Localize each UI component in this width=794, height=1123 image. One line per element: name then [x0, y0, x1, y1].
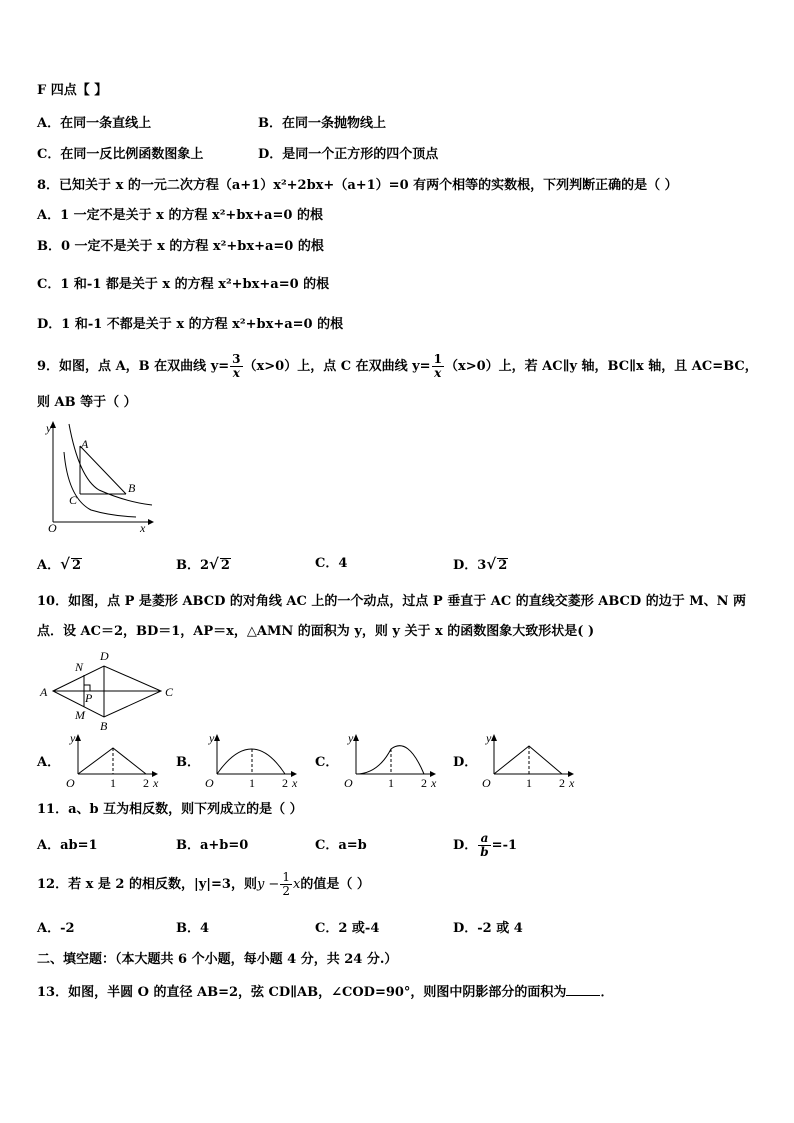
q12-option-b: B．4 — [176, 921, 210, 936]
graph-d-label-x: x — [569, 776, 575, 790]
q9-option-a — [37, 556, 82, 574]
graph-d-y-arrow-icon — [491, 734, 497, 741]
q11-frac-num: a — [478, 832, 490, 846]
q9-label-o: O — [48, 521, 57, 533]
q9-option-b — [176, 556, 231, 574]
q10-option-a: A． — [37, 755, 61, 770]
q11-stem: 11．a、b 互为相反数，则下列成立的是（ ） — [37, 802, 303, 817]
graph-b-y-arrow-icon — [214, 734, 220, 741]
q9-fraction-3-over-x — [230, 353, 242, 380]
q12-expr-pre: y − — [256, 877, 280, 892]
q13-stem-text: 13．如图，半圆 O 的直径 AB=2，弦 CD∥AB，∠COD=90°，则图中阴影部分的面积为 — [37, 985, 567, 1000]
q9-option-b-letter: B．2 — [176, 558, 210, 573]
q10-option-c: C． — [315, 755, 339, 770]
graph-c-label-y: y — [348, 731, 354, 745]
q9-label-x: x — [140, 521, 146, 533]
q10-rhombus-figure — [36, 646, 186, 732]
graph-d-curve — [494, 746, 562, 774]
graph-d-tick-1: 1 — [526, 776, 532, 790]
q10-label-m: M — [75, 708, 85, 722]
graph-a-y-arrow-icon — [75, 734, 81, 741]
q7-option-d: D．是同一个正方形的四个顶点 — [258, 147, 439, 162]
graph-b-label-y: y — [209, 731, 215, 745]
graph-a-tick-1: 1 — [110, 776, 116, 790]
q9-label-b: B — [128, 481, 136, 495]
q11-option-d-tail: =-1 — [491, 838, 518, 853]
q10-stem-line2: 点．设 AC＝2，BD＝1，AP＝x，△AMN 的面积为 y，则 y 关于 x 的函数图象大致形状是( ) — [37, 624, 595, 639]
q11-option-b: B．a+b=0 — [176, 838, 249, 853]
q9-stem-line2: 则 AB 等于（ ） — [37, 395, 137, 410]
graph-b-tick-2: 2 — [282, 776, 288, 790]
q9-option-d-radicand: 2 — [498, 558, 508, 573]
q9-option-d — [453, 556, 508, 574]
q12-stem-part1: 12．若 x 是 2 的相反数，|y|=3，则 — [37, 877, 257, 892]
q9-frac1-num: 3 — [232, 352, 241, 366]
q9-curve-1-over-x — [64, 452, 136, 517]
q10-label-d: D — [100, 649, 109, 663]
graph-c-curve — [356, 746, 424, 774]
q9-frac2-num: 1 — [433, 352, 442, 366]
q9-label-a: A — [81, 437, 89, 451]
q12-option-c: C．2 或-4 — [315, 921, 380, 936]
q11-frac-den: b — [480, 845, 489, 859]
q13-stem-tail: ． — [600, 985, 614, 1000]
q10-label-n: N — [75, 660, 84, 674]
q9-option-c: C．4 — [315, 556, 348, 571]
graph-c-label-x: x — [431, 776, 437, 790]
q8-option-d: D．1 和-1 不都是关于 x 的方程 x²+bx+a=0 的根 — [37, 317, 344, 332]
q8-option-a: A．1 一定不是关于 x 的方程 x²+bx+a=0 的根 — [37, 208, 323, 223]
q10-graph-a — [60, 730, 160, 790]
q9-frac1-den: x — [232, 366, 240, 380]
q9-stem — [37, 352, 758, 382]
q11-option-a: A．ab=1 — [37, 838, 98, 853]
graph-c-y-arrow-icon — [353, 734, 359, 741]
graph-b-curve — [217, 749, 285, 774]
graph-a-tick-2: 2 — [143, 776, 149, 790]
q7-option-c: C．在同一反比例函数图象上 — [37, 147, 204, 162]
q10-option-b: B． — [176, 755, 200, 770]
graph-a-curve — [78, 748, 146, 774]
q10-label-p: P — [85, 691, 93, 705]
q12-option-a: A．-2 — [37, 921, 75, 936]
q9-option-a-radicand: 2 — [71, 558, 81, 573]
q11-fraction-a-over-b — [478, 832, 490, 859]
q10-option-d: D． — [453, 755, 478, 770]
q11-option-d — [453, 826, 517, 866]
q10-stem-line1: 10．如图，点 P 是菱形 ABCD 的对角线 AC 上的一个动点，过点 P 垂直于 AC 的直线交菱形 ABCD 的边于 M、N 两 — [37, 594, 747, 609]
graph-a-label-y: y — [70, 731, 76, 745]
section2-heading: 二、填空题：（本大题共 6 个小题，每小题 4 分，共 24 分.） — [37, 952, 398, 967]
q10-graph-c — [338, 730, 438, 790]
q9-segment-ab — [80, 446, 126, 494]
q10-graph-d — [476, 730, 576, 790]
graph-a-label-x: x — [153, 776, 159, 790]
sqrt-icon: √ — [209, 555, 219, 573]
q9-stem-part1: 9．如图，点 A，B 在双曲线 y= — [37, 359, 230, 374]
q12-fraction-1-over-2 — [280, 871, 292, 898]
graph-d-label-o: O — [482, 776, 491, 790]
q9-option-a-letter: A． — [37, 558, 61, 573]
graph-b-tick-1: 1 — [249, 776, 255, 790]
graph-c-label-o: O — [344, 776, 353, 790]
q12-stem — [37, 868, 370, 902]
graph-b-label-x: x — [292, 776, 298, 790]
q7-option-b: B．在同一条抛物线上 — [258, 116, 386, 131]
graph-d-label-y: y — [486, 731, 492, 745]
q12-expr-post: x — [292, 877, 301, 892]
q9-label-y: y — [46, 421, 52, 435]
q9-stem-part2: （x>0）上，点 C 在双曲线 y= — [243, 359, 431, 374]
q12-frac-den: 2 — [282, 884, 290, 898]
q10-label-b: B — [100, 719, 108, 732]
q10-label-a: A — [40, 685, 48, 699]
q11-option-c: C．a=b — [315, 838, 367, 853]
graph-c-tick-2: 2 — [421, 776, 427, 790]
q9-label-c: C — [69, 493, 78, 507]
sqrt-icon: √ — [60, 555, 70, 573]
q8-option-b: B．0 一定不是关于 x 的方程 x²+bx+a=0 的根 — [37, 239, 324, 254]
q11-option-d-letter: D． — [453, 838, 478, 853]
q9-frac2-den: x — [434, 366, 442, 380]
q12-option-d: D．-2 或 4 — [453, 921, 523, 936]
q13-stem — [37, 983, 613, 1001]
graph-a-label-o: O — [66, 776, 75, 790]
sqrt-icon: √ — [486, 555, 497, 573]
q10-label-c: C — [165, 685, 174, 699]
q9-fraction-1-over-x — [432, 353, 444, 380]
q8-option-c: C．1 和-1 都是关于 x 的方程 x²+bx+a=0 的根 — [37, 277, 330, 292]
graph-c-tick-1: 1 — [388, 776, 394, 790]
q9-hyperbola-figure — [36, 418, 161, 533]
q9-option-d-letter: D．3 — [453, 558, 487, 573]
q7-option-a: A．在同一条直线上 — [37, 116, 152, 131]
graph-b-label-o: O — [205, 776, 214, 790]
q12-frac-num: 1 — [282, 870, 290, 884]
q7-stem: F 四点【 】 — [37, 83, 108, 98]
q12-stem-part2: 的值是（ ） — [300, 877, 370, 892]
q10-graph-b — [199, 730, 299, 790]
q9-option-b-radicand: 2 — [220, 558, 230, 573]
q9-x-arrow-icon — [148, 519, 154, 525]
q9-stem-part3: （x>0）上，若 AC∥y 轴，BC∥x 轴，且 AC=BC， — [444, 359, 758, 374]
q8-stem: 8．已知关于 x 的一元二次方程（a+1）x²+2bx+（a+1）=0 有两个相等的实数根，下列判断正确的是（ ） — [37, 178, 678, 193]
graph-d-tick-2: 2 — [559, 776, 565, 790]
q13-answer-blank — [566, 983, 600, 996]
